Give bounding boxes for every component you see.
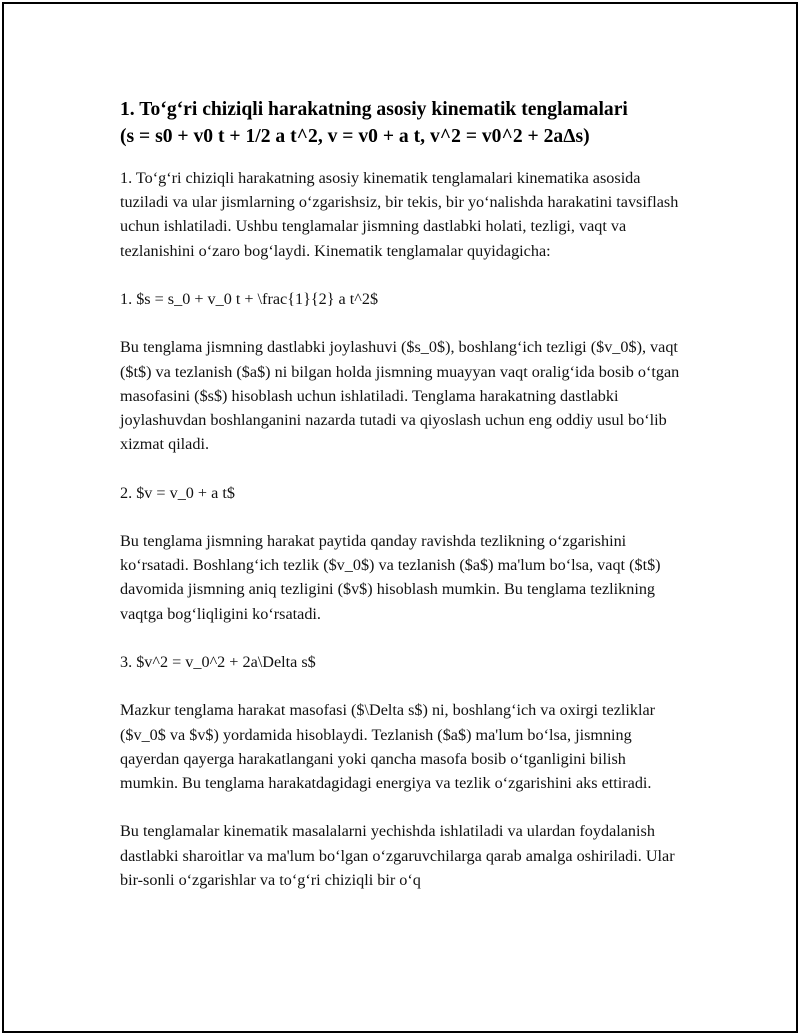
- equation-3: 3. $v^2 = v_0^2 + 2a\Delta s$: [120, 652, 316, 671]
- equation-2-explanation: Bu tenglama jismning harakat paytida qanday ravishda tezlikning o‘zgarishini ko‘rsatadi. Boshlang‘ich tezlik ($v_0$) va tezlanish ($a$) ma'lum bo‘lsa, vaqt ($t$) davomida jismning aniq tezligini ($v$) hisoblash mumkin. Bu tenglama tezlikning vaqtga bog‘liqligini ko‘rsatadi.: [120, 531, 661, 623]
- section-title: [120, 96, 680, 150]
- intro-paragraph: 1. To‘g‘ri chiziqli harakatning asosiy kinematik tenglamalari kinematika asosida tuziladi va ular jismlarning o‘zgarishsiz, bir tekis, bir yo‘nalishda harakatini tavsiflash uchun ishlatiladi. Ushbu tenglamalar jismning dastlabki holati, tezligi, vaqt va tezlanishini o‘zaro bog‘laydi. Kinematik tenglamalar quyidagicha:: [120, 169, 679, 260]
- equation-2: 2. $v = v_0 + a t$: [120, 483, 235, 502]
- equation-3-explanation: Mazkur tenglama harakat masofasi ($\Delta s$) ni, boshlang‘ich va oxirgi tezliklar ($v_0$ va $v$) yordamida hisoblaydi. Tezlanish ($a$) ma'lum bo‘lsa, jismning qayerdan qayerga harakatlangani yoki qancha masofa bosib o‘tganligini bilish mumkin. Bu tenglama harakatdagidagi energiya va tezlik o‘zgarishini aks ettiradi.: [120, 701, 656, 792]
- document-content: [120, 96, 680, 916]
- document-page: [2, 2, 798, 1033]
- equation-1-explanation: Bu tenglama jismning dastlabki joylashuvi ($s_0$), boshlang‘ich tezligi ($v_0$), vaqt ($t$) va tezlanish ($a$) ni bilgan holda jismning muayyan vaqt oralig‘ida bosib o‘tgan masofasini ($s$) hisoblash uchun ishlatiladi. Tenglama harakatning dastlabki joylashuvdan boshlanganini nazarda tutadi va qiyoslash uchun eng oddiy usul bo‘lib xizmat qiladi.: [120, 338, 680, 454]
- section-title-line-1: 1. To‘g‘ri chiziqli harakatning asosiy kinematik tenglamalari: [120, 99, 628, 120]
- section-title-line-2: (s = s0 + v0 t + 1/2 a t^2, v = v0 + a t, v^2 = v0^2 + 2aΔs): [120, 126, 590, 147]
- closing-paragraph: Bu tenglamalar kinematik masalalarni yechishda ishlatiladi va ulardan foydalanish dastlabki sharoitlar va ma'lum bo‘lgan o‘zgaruvchilarga qarab amalga oshiriladi. Ular bir-sonli o‘zgarishlar va to‘g‘ri chiziqli bir o‘q: [120, 822, 675, 889]
- equation-1: 1. $s = s_0 + v_0 t + \frac{1}{2} a t^2$: [120, 290, 379, 308]
